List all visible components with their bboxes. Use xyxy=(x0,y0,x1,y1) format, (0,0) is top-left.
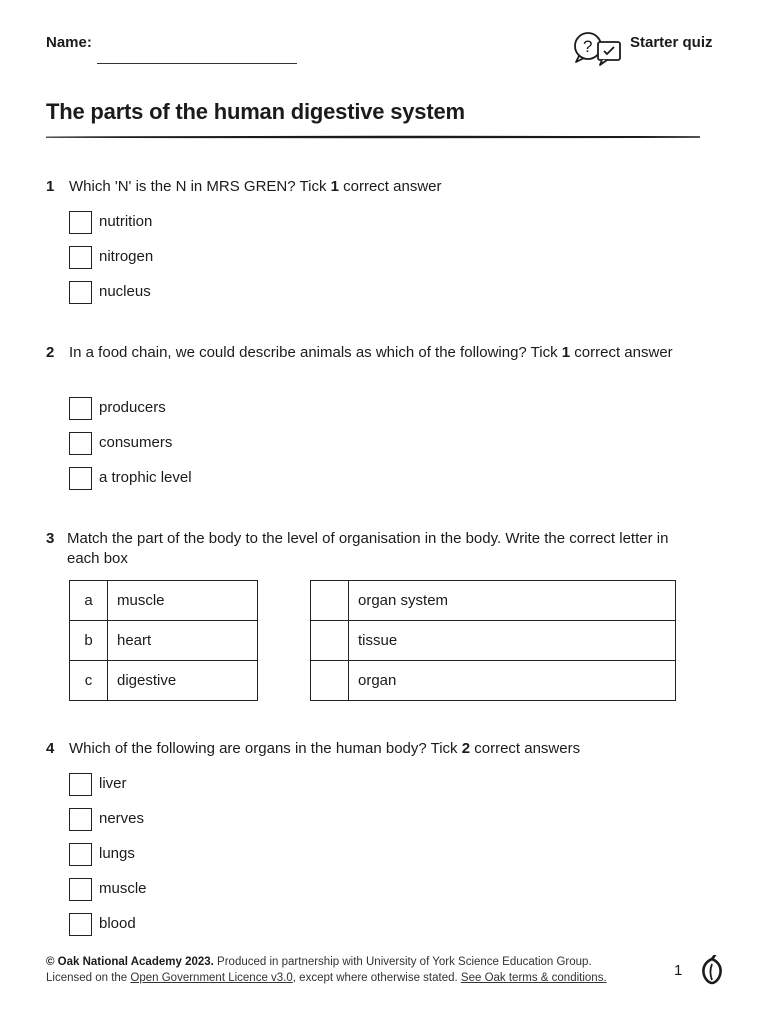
checkbox[interactable] xyxy=(69,246,92,269)
name-input-line[interactable] xyxy=(97,63,297,64)
licence-link[interactable]: Open Government Licence v3.0 xyxy=(130,972,293,984)
organisation-level-table xyxy=(310,580,676,701)
checkbox[interactable] xyxy=(69,397,92,420)
answer-box[interactable] xyxy=(311,581,349,621)
table-row xyxy=(70,661,258,701)
question-text: Which of the following are organs in the human body? Tick 2 correct answers xyxy=(69,740,581,757)
footer-line-2: Licensed on the Open Government Licence v3.0, except where otherwise stated. See Oak terms & conditions. xyxy=(46,972,607,984)
answer-box[interactable] xyxy=(311,621,349,661)
checkbox[interactable] xyxy=(69,467,92,490)
question-number: 4 xyxy=(46,740,55,757)
body-part-cell: muscle xyxy=(108,581,258,621)
body-parts-table xyxy=(69,580,258,701)
table-row xyxy=(70,581,258,621)
starter-quiz-label: Starter quiz xyxy=(630,34,713,51)
footer-line-1: © Oak National Academy 2023. Produced in partnership with University of York Science Education Group. xyxy=(46,956,592,968)
page-number: 1 xyxy=(674,962,683,979)
checkbox[interactable] xyxy=(69,432,92,455)
name-label: Name: xyxy=(46,34,92,51)
table-row xyxy=(311,661,676,701)
footer xyxy=(46,954,607,986)
checkbox[interactable] xyxy=(69,773,92,796)
svg-text:?: ? xyxy=(583,37,593,56)
level-cell: tissue xyxy=(349,621,676,661)
letter-cell: c xyxy=(70,661,108,701)
question-text: In a food chain, we could describe animals as which of the following? Tick 1 correct answer xyxy=(69,344,673,361)
copyright: © Oak National Academy 2023. xyxy=(46,956,214,968)
page-title: The parts of the human digestive system xyxy=(46,99,465,124)
letter-cell: a xyxy=(70,581,108,621)
table-row xyxy=(70,621,258,661)
level-cell: organ xyxy=(349,661,676,701)
checkbox[interactable] xyxy=(69,808,92,831)
letter-cell: b xyxy=(70,621,108,661)
question-text: Match the part of the body to the level of organisation in the body. Write the correct letter in each box xyxy=(67,530,669,567)
question-chat-icon xyxy=(572,30,624,66)
question-number: 2 xyxy=(46,344,55,361)
checkbox[interactable] xyxy=(69,843,92,866)
checkbox[interactable] xyxy=(69,913,92,936)
oak-acorn-logo xyxy=(700,955,724,985)
checkbox[interactable] xyxy=(69,281,92,304)
table-row xyxy=(311,621,676,661)
terms-link[interactable]: See Oak terms & conditions. xyxy=(460,972,607,984)
body-part-cell: heart xyxy=(108,621,258,661)
question-text: Which 'N' is the N in MRS GREN? Tick 1 correct answer xyxy=(69,178,442,195)
answer-box[interactable] xyxy=(311,661,349,701)
table-row xyxy=(311,581,676,621)
body-part-cell: digestive xyxy=(108,661,258,701)
checkbox[interactable] xyxy=(69,211,92,234)
question-number: 1 xyxy=(46,178,55,195)
level-cell: organ system xyxy=(349,581,676,621)
checkbox[interactable] xyxy=(69,878,92,901)
question-number: 3 xyxy=(46,530,55,547)
title-underline xyxy=(46,134,700,139)
